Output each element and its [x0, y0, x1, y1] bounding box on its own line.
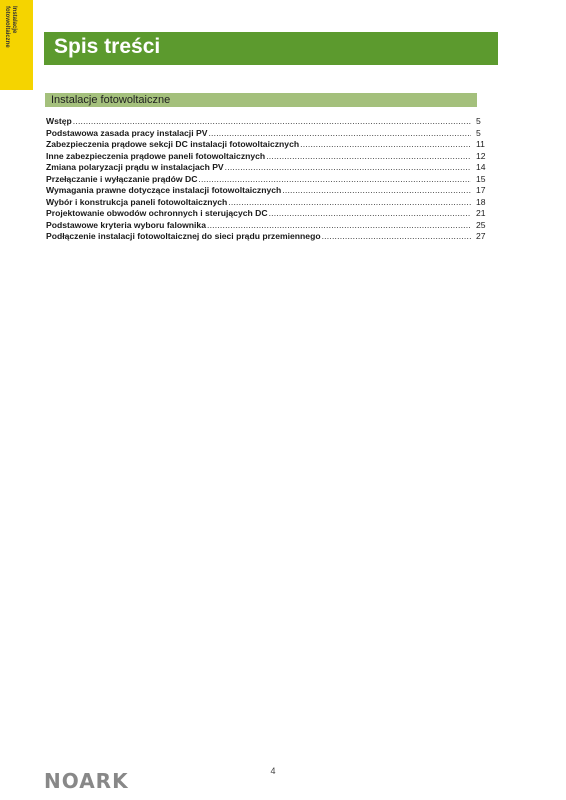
toc-dot-leader	[322, 231, 471, 243]
toc-entry[interactable]	[46, 116, 494, 128]
toc-entry[interactable]	[46, 174, 494, 186]
page-number: 4	[270, 766, 276, 776]
toc-entry[interactable]	[46, 162, 494, 174]
toc-page-number: 12	[476, 150, 486, 161]
toc-entry[interactable]	[46, 208, 494, 220]
toc-entry-title: Zmiana polaryzacji prądu w instalacjach PV	[46, 162, 224, 172]
toc-page-number: 21	[476, 208, 486, 218]
table-of-contents	[46, 116, 494, 243]
section-title: Instalacje fotowoltaiczne	[51, 94, 171, 106]
toc-entry[interactable]	[46, 185, 494, 197]
toc-page-number: 25	[476, 219, 486, 230]
toc-dot-leader	[73, 116, 471, 128]
toc-entry-title: Podstawowe kryteria wyboru falownika	[46, 219, 206, 230]
toc-entry-title: Wybór i konstrukcja paneli fotowoltaicznych	[46, 196, 228, 207]
toc-entry[interactable]	[46, 139, 494, 151]
toc-dot-leader	[300, 139, 471, 151]
toc-dot-leader	[228, 197, 471, 209]
toc-dot-leader	[225, 162, 471, 174]
toc-page-number: 5	[476, 116, 481, 126]
toc-entry-title: Projektowanie obwodów ochronnych i sterujących DC	[46, 208, 268, 218]
section-header	[45, 93, 477, 107]
toc-entry-title: Podstawowa zasada pracy instalacji PV	[46, 127, 208, 138]
toc-entry[interactable]	[46, 220, 494, 232]
toc-page-number: 18	[476, 196, 486, 207]
toc-dot-leader	[266, 151, 471, 163]
page-title: Spis treści	[54, 35, 161, 58]
toc-dot-leader	[269, 208, 471, 220]
toc-page-number: 11	[476, 139, 485, 149]
toc-entry[interactable]	[46, 151, 494, 163]
toc-entry[interactable]	[46, 231, 494, 243]
page-title-bar	[44, 32, 498, 65]
toc-entry-title: Inne zabezpieczenia prądowe paneli fotowoltaicznych	[46, 150, 266, 161]
toc-page-number: 14	[476, 162, 486, 172]
toc-entry-title: Wymagania prawne dotyczące instalacji fotowoltaicznych	[46, 185, 282, 195]
toc-dot-leader	[198, 174, 471, 186]
toc-entry-title: Wstęp	[46, 116, 72, 126]
toc-entry[interactable]	[46, 197, 494, 209]
toc-dot-leader	[282, 185, 471, 197]
side-tab-label: Instalacje fotowoltaiczne	[4, 6, 17, 48]
toc-page-number: 17	[476, 185, 486, 195]
side-tab	[0, 0, 33, 90]
toc-entry-title: Zabezpieczenia prądowe sekcji DC instalacji fotowoltaicznych	[46, 139, 300, 149]
toc-page-number: 27	[476, 231, 486, 241]
toc-dot-leader	[207, 220, 471, 232]
toc-page-number: 5	[476, 127, 481, 138]
toc-entry[interactable]	[46, 128, 494, 140]
toc-entry-title: Podłączenie instalacji fotowoltaicznej do sieci prądu przemiennego	[46, 231, 321, 241]
toc-page-number: 15	[476, 173, 486, 184]
toc-dot-leader	[208, 128, 471, 140]
noark-logo: NOARK	[44, 769, 129, 793]
toc-entry-title: Przełączanie i wyłączanie prądów DC	[46, 173, 198, 184]
